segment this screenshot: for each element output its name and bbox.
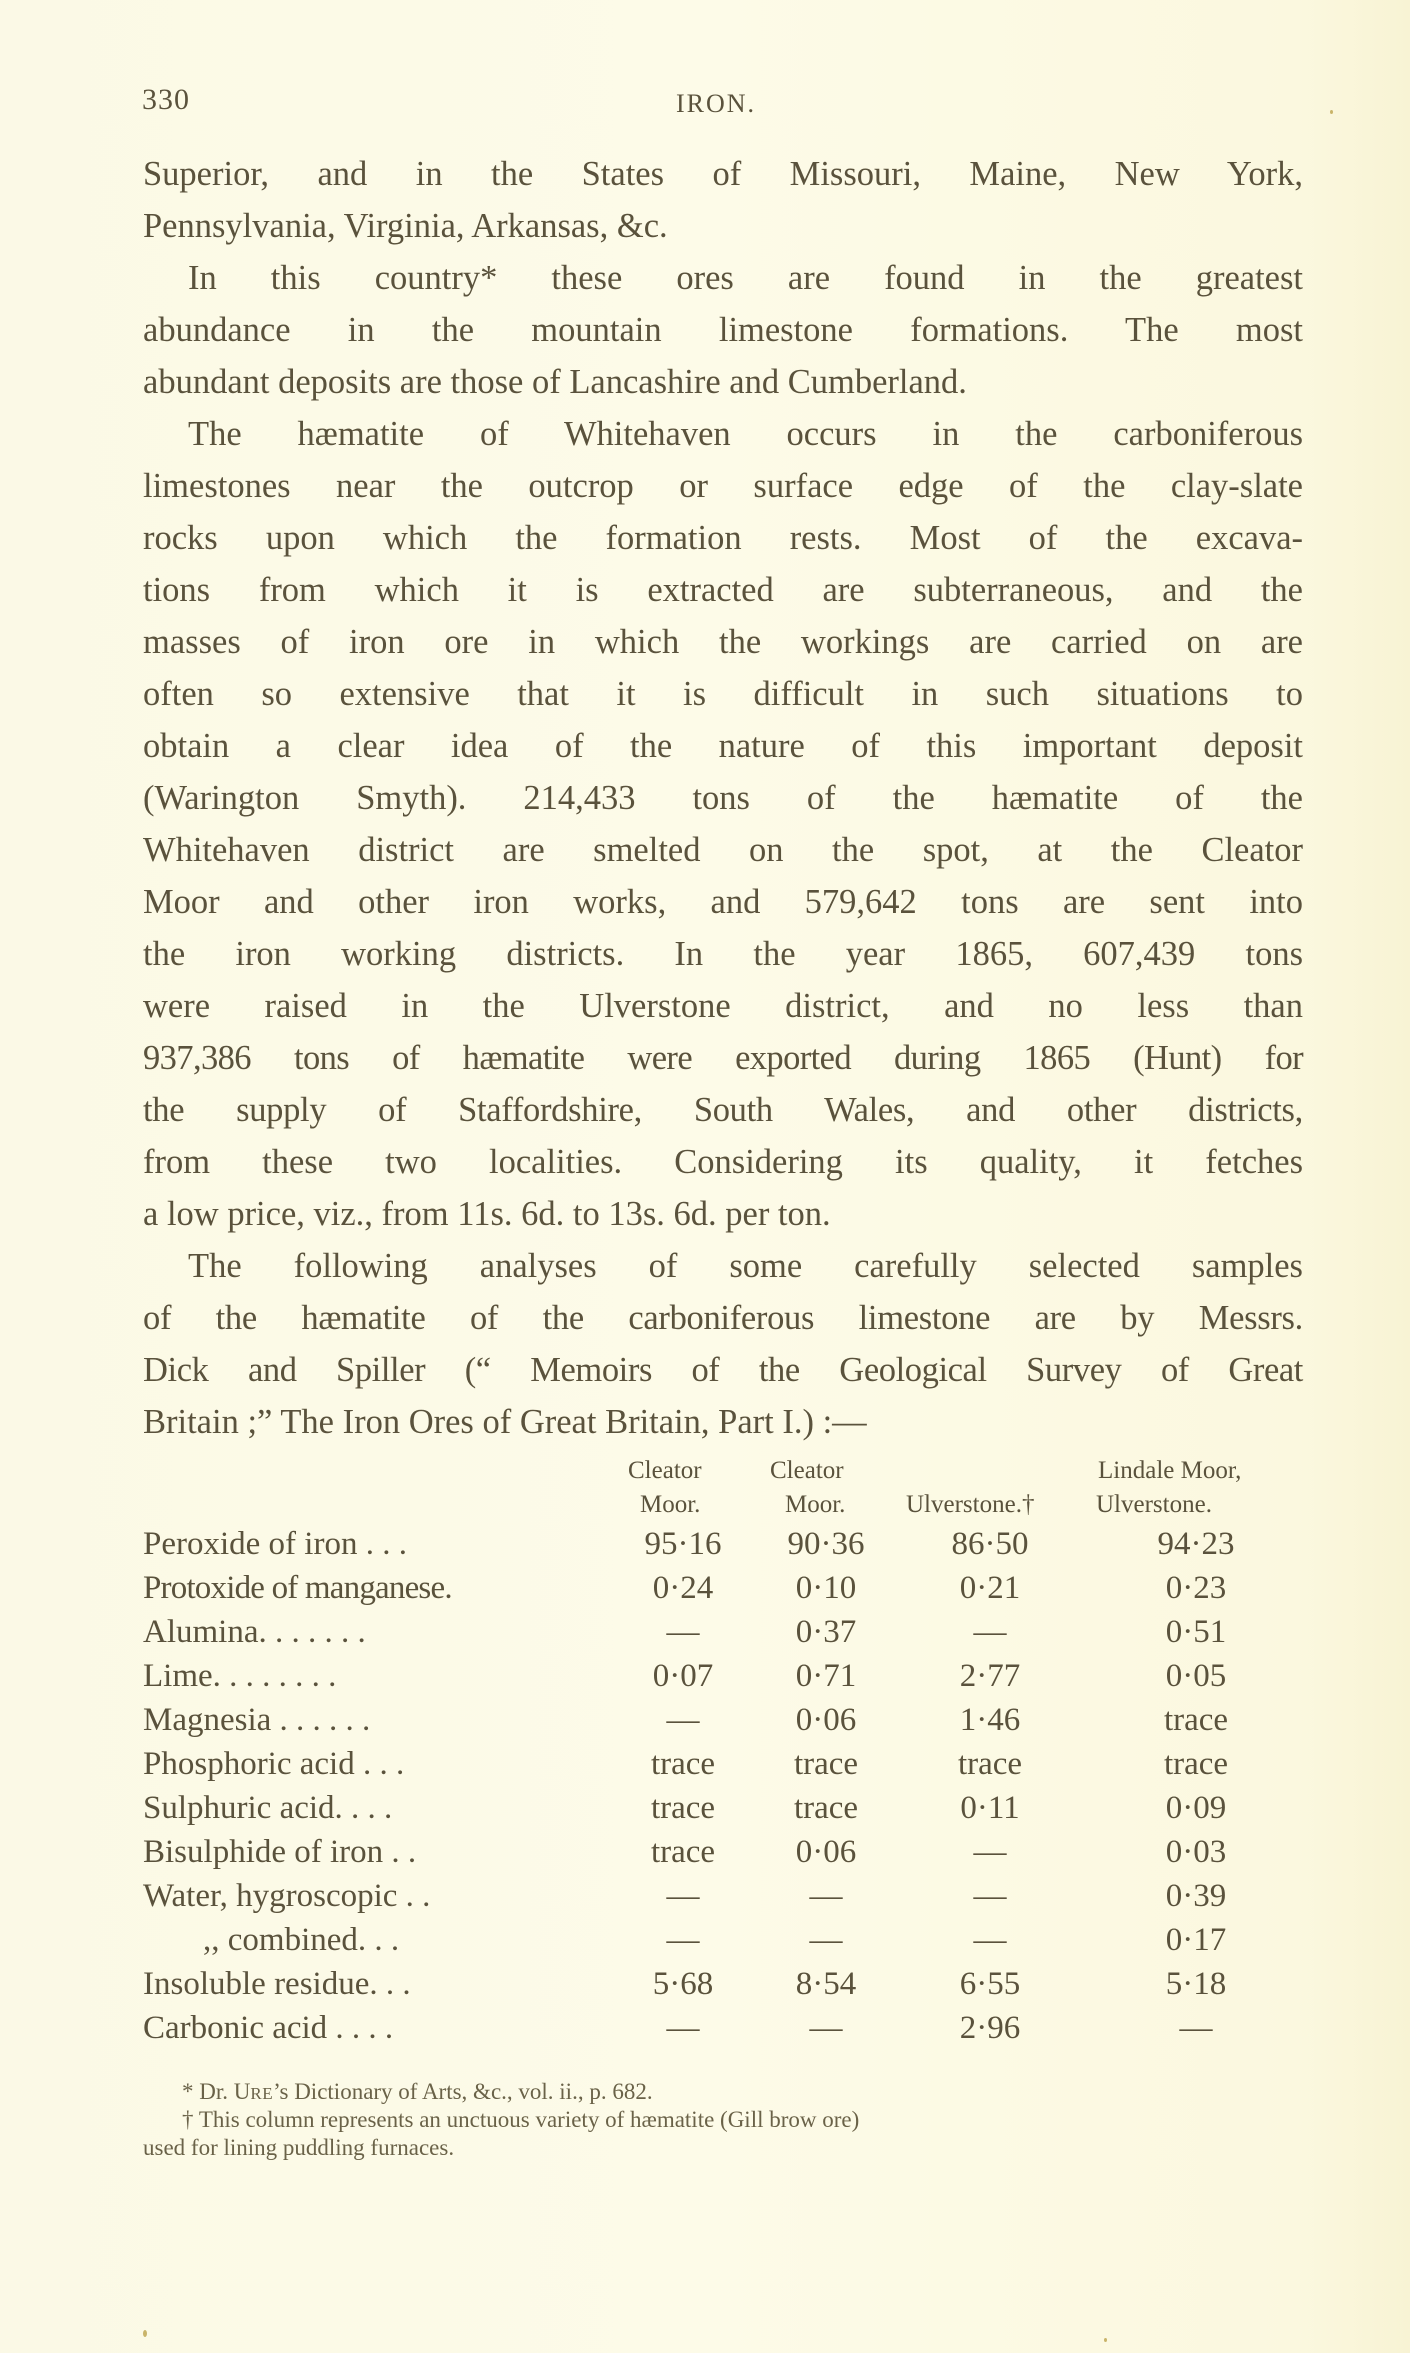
table-row [143, 1566, 1303, 1610]
table-row [143, 1522, 1303, 1566]
cell: 0·09 [1165, 1790, 1227, 1826]
footnote-1 [182, 2078, 653, 2108]
body-line: were raised in the Ulverstone district, and no less than [143, 987, 1303, 1025]
cell: 0·05 [1165, 1658, 1227, 1694]
body-line: Whitehaven district are smelted on the spot, at the Cleator [143, 831, 1303, 869]
row-label: Peroxide of iron . . . [143, 1526, 407, 1562]
cell: 0·71 [795, 1658, 857, 1694]
footnote-1-text-rest: ’s Dictionary of Arts, &c., vol. ii., p. 682. [273, 2079, 653, 2104]
body-line: Pennsylvania, Virginia, Arkansas, &c. [143, 207, 668, 245]
cell: — [666, 2010, 700, 2046]
column-header-1-line1: Cleator [628, 1457, 702, 1484]
body-line: In this country* these ores are found in the greatest [188, 259, 1303, 297]
column-header-2-line2: Moor. [785, 1491, 846, 1518]
row-label: Protoxide of manganese. [143, 1570, 452, 1606]
page-number: 330 [142, 83, 190, 116]
body-line: of the hæmatite of the carboniferous limestone are by Messrs. [143, 1299, 1303, 1337]
table-row [143, 1830, 1303, 1874]
table-row [143, 1742, 1303, 1786]
cell: — [809, 1922, 843, 1958]
cell: — [973, 1922, 1007, 1958]
asterisk-marker: * [182, 2079, 194, 2104]
cell: 0·17 [1165, 1922, 1227, 1958]
column-header-4-line2: Ulverstone. [1096, 1491, 1212, 1518]
body-line: rocks upon which the formation rests. Most of the excava- [143, 519, 1303, 557]
cell: 90·36 [787, 1526, 865, 1562]
body-line: Moor and other iron works, and 579,642 tons are sent into [143, 883, 1303, 921]
cell: trace [793, 1746, 859, 1782]
cell: trace [1163, 1746, 1229, 1782]
cell: 0·23 [1165, 1570, 1227, 1606]
cell: — [1179, 2010, 1213, 2046]
cell: 0·11 [960, 1790, 1020, 1826]
scan-speck [143, 2330, 147, 2337]
cell: 0·06 [795, 1834, 857, 1870]
cell: 86·50 [951, 1526, 1029, 1562]
column-header-2-line1: Cleator [770, 1457, 844, 1484]
footnote-2-continued: used for lining puddling furnaces. [143, 2135, 455, 2160]
footnote-1-text: Dr. U [199, 2079, 251, 2104]
cell: 1·46 [959, 1702, 1021, 1738]
body-line: obtain a clear idea of the nature of this important deposit [143, 727, 1303, 765]
body-line: abundant deposits are those of Lancashire and Cumberland. [143, 363, 967, 401]
cell: 0·03 [1165, 1834, 1227, 1870]
scan-speck [1104, 2338, 1107, 2342]
row-label: Phosphoric acid . . . [143, 1746, 405, 1782]
cell: — [973, 1878, 1007, 1914]
body-line: from these two localities. Considering its quality, it fetches [143, 1143, 1303, 1181]
cell: trace [650, 1790, 716, 1826]
cell: 0·39 [1165, 1878, 1227, 1914]
body-line: Superior, and in the States of Missouri, Maine, New York, [143, 155, 1303, 193]
row-label: Lime. . . . . . . . [143, 1658, 337, 1694]
cell: 95·16 [644, 1526, 722, 1562]
body-line: the iron working districts. In the year 1865, 607,439 tons [143, 935, 1303, 973]
body-line: (Warington Smyth). 214,433 tons of the hæmatite of the [143, 779, 1303, 817]
body-line: tions from which it is extracted are subterraneous, and the [143, 571, 1303, 609]
table-row [143, 1918, 1303, 1962]
cell: — [666, 1702, 700, 1738]
body-line: limestones near the outcrop or surface edge of the clay-slate [143, 467, 1303, 505]
table-row [143, 1698, 1303, 1742]
row-label: ,, combined. . . [203, 1922, 400, 1958]
row-label: Bisulphide of iron . . [143, 1834, 417, 1870]
cell: trace [1163, 1702, 1229, 1738]
table-row [143, 1610, 1303, 1654]
scan-speck [1330, 110, 1333, 114]
cell: — [809, 2010, 843, 2046]
running-title: IRON. [676, 89, 757, 118]
column-header-1-line2: Moor. [640, 1491, 701, 1518]
cell: 2·77 [959, 1658, 1021, 1694]
cell: 0·06 [795, 1702, 857, 1738]
table-row [143, 1654, 1303, 1698]
cell: 2·96 [959, 2010, 1021, 2046]
cell: 0·07 [652, 1658, 714, 1694]
cell: 8·54 [795, 1966, 857, 2002]
table-row [143, 2006, 1303, 2050]
cell: 0·37 [795, 1614, 857, 1650]
column-header-4-line1: Lindale Moor, [1098, 1457, 1242, 1484]
column-header-3-line2: Ulverstone.† [906, 1491, 1035, 1518]
body-line: masses of iron ore in which the workings are carried on are [143, 623, 1303, 661]
row-label: Alumina. . . . . . . [143, 1614, 366, 1650]
body-line: The following analyses of some carefully selected samples [188, 1247, 1303, 1285]
table-row [143, 1962, 1303, 2006]
cell: 0·10 [795, 1570, 857, 1606]
cell: trace [957, 1746, 1023, 1782]
cell: 0·24 [652, 1570, 714, 1606]
table-row [143, 1786, 1303, 1830]
row-label: Carbonic acid . . . . [143, 2010, 394, 2046]
footnote-2: † This column represents an unctuous variety of hæmatite (Gill brow ore) [182, 2107, 860, 2132]
body-line: Britain ;” The Iron Ores of Great Britain, Part I.) :— [143, 1403, 867, 1441]
cell: — [666, 1614, 700, 1650]
cell: — [809, 1878, 843, 1914]
body-line: Dick and Spiller (“ Memoirs of the Geological Survey of Great [143, 1351, 1303, 1389]
row-label: Magnesia . . . . . . [143, 1702, 371, 1738]
body-line: the supply of Staffordshire, South Wales, and other districts, [143, 1091, 1303, 1129]
row-label: Sulphuric acid. . . . [143, 1790, 393, 1826]
cell: 5·18 [1165, 1966, 1227, 2002]
cell: — [666, 1878, 700, 1914]
cell: trace [650, 1746, 716, 1782]
body-line: often so extensive that it is difficult in such situations to [143, 675, 1303, 713]
cell: — [973, 1614, 1007, 1650]
body-line: 937,386 tons of hæmatite were exported during 1865 (Hunt) for [143, 1039, 1303, 1077]
row-label: Insoluble residue. . . [143, 1966, 411, 2002]
row-label: Water, hygroscopic . . [143, 1878, 431, 1914]
cell: — [666, 1922, 700, 1958]
cell: 6·55 [959, 1966, 1021, 2002]
cell: trace [793, 1790, 859, 1826]
cell: 5·68 [652, 1966, 714, 2002]
cell: trace [650, 1834, 716, 1870]
cell: 0·51 [1165, 1614, 1227, 1650]
cell: 94·23 [1157, 1526, 1235, 1562]
cell: — [973, 1834, 1007, 1870]
cell: 0·21 [959, 1570, 1021, 1606]
body-line: abundance in the mountain limestone formations. The most [143, 311, 1303, 349]
body-line: The hæmatite of Whitehaven occurs in the carboniferous [188, 415, 1303, 453]
body-line: a low price, viz., from 11s. 6d. to 13s. 6d. per ton. [143, 1195, 831, 1233]
footnote-1-smallcaps: RE [250, 2084, 274, 2103]
table-row [143, 1874, 1303, 1918]
